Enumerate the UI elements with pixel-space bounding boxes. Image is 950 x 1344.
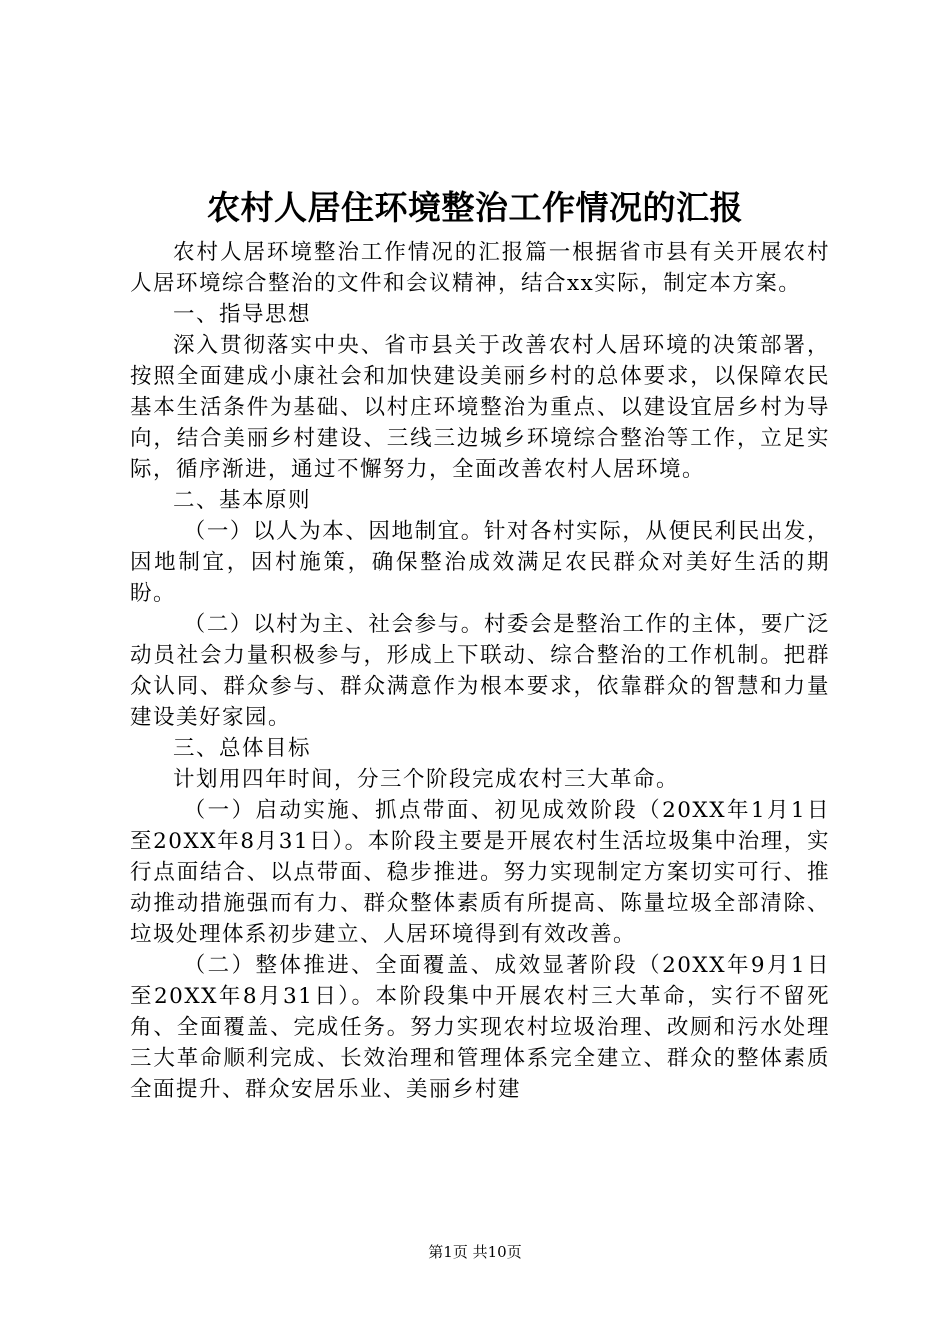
paragraph-principle-2: （二）以村为主、社会参与。村委会是整治工作的主体，要广泛动员社会力量积极参与，形成上下联动、综合整治的工作机制。把群众认同、群众参与、群众满意作为根本要求，依靠群众的智慧和力量建设美好家园。 <box>130 612 830 730</box>
paragraph-overall-goal: 计划用四年时间，分三个阶段完成农村三大革命。 <box>173 767 680 792</box>
paragraph-stage-1: （一）启动实施、抓点带面、初见成效阶段（20XX年1月1日至20XX年8月31日）。本阶段主要是开展农村生活垃圾集中治理，实行点面结合、以点带面、稳步推进。努力实现制定方案切实可行、推动推动措施强而有力、群众整体素质有所提高、陈量垃圾全部清除、垃圾处理体系初步建立、人居环境得到有效改善。 <box>130 798 830 947</box>
section-heading-basic-principles: 二、基本原则 <box>173 488 312 513</box>
section-heading-overall-goal: 三、总体目标 <box>173 736 312 761</box>
paragraph-intro: 农村人居环境整治工作情况的汇报篇一根据省市县有关开展农村人居环境综合整治的文件和会议精神，结合xx实际，制定本方案。 <box>130 240 830 296</box>
page-number-footer: 第1页 共10页 <box>428 1243 522 1261</box>
document-title: 农村人居住环境整治工作情况的汇报 <box>207 188 743 227</box>
section-heading-guiding-thought: 一、指导思想 <box>173 302 312 327</box>
paragraph-guiding-thought: 深入贯彻落实中央、省市县关于改善农村人居环境的决策部署，按照全面建成小康社会和加快建设美丽乡村的总体要求，以保障农民基本生活条件为基础、以村庄环境整治为重点、以建设宜居乡村为导向，结合美丽乡村建设、三线三边城乡环境综合整治等工作，立足实际，循序渐进，通过不懈努力，全面改善农村人居环境。 <box>130 333 830 482</box>
paragraph-stage-2: （二）整体推进、全面覆盖、成效显著阶段（20XX年9月1日至20XX年8月31日）。本阶段集中开展农村三大革命，实行不留死角、全面覆盖、完成任务。努力实现农村垃圾治理、改厕和污水处理三大革命顺利完成、长效治理和管理体系完全建立、群众的整体素质全面提升、群众安居乐业、美丽乡村建 <box>130 953 830 1102</box>
paragraph-principle-1: （一）以人为本、因地制宜。针对各村实际，从便民利民出发，因地制宜，因村施策，确保整治成效满足农民群众对美好生活的期盼。 <box>130 519 830 606</box>
document-body <box>130 237 830 1105</box>
